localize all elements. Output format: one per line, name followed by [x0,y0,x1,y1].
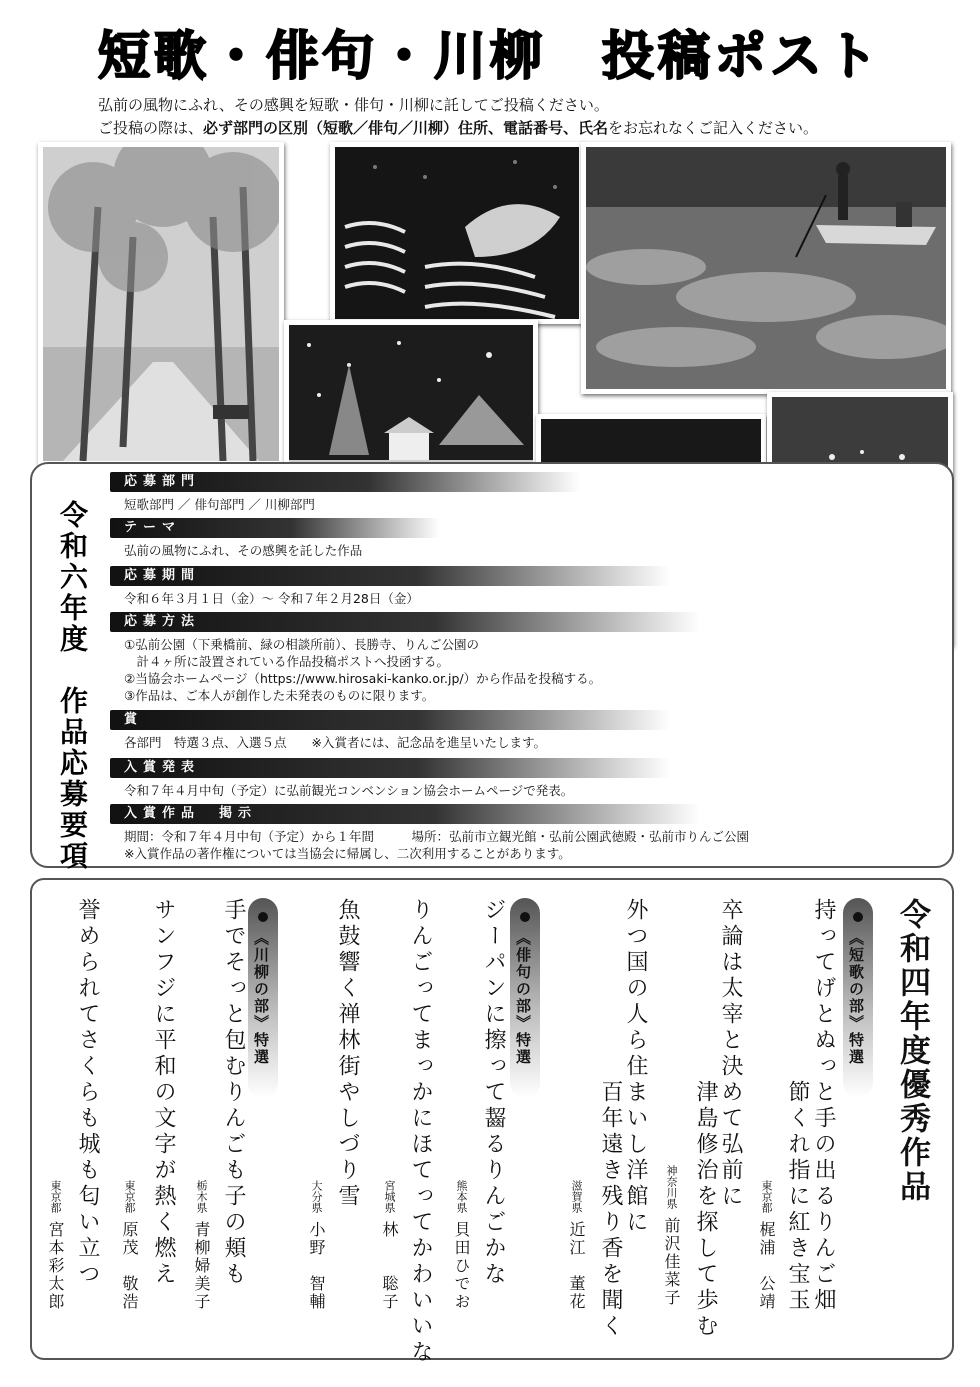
poem-author [378,1180,401,1311]
poem-line: りんごってまっかにほてってかわいいな [408,898,433,1366]
guidelines-title: 令和六年度 作品応募要項 [56,500,89,872]
section-heading: 応募部門 [110,472,580,492]
haiku-section-label: 《俳句の部》特選 [514,930,532,1066]
section-text: 計４ヶ所に設置されている作品投稿ポストへ投函する。 [124,654,450,669]
author-prefecture: 東京都 [123,1180,136,1213]
bullet-icon [258,912,268,922]
author-name: 小野 智輔 [307,1221,326,1311]
photo-boat-petals [581,142,951,394]
poem-author [118,1180,141,1311]
poem-line: 誉められてさくらも城も匂い立つ [75,898,100,1288]
photo-tree-avenue [38,142,284,466]
page-title: 短歌・俳句・川柳 投稿ポスト [97,26,882,87]
author-prefecture: 神奈川県 [665,1165,678,1209]
poem-author [660,1165,683,1307]
author-prefecture: 栃木県 [195,1180,208,1213]
section-heading: 賞 [110,710,670,730]
section-text: 弘前の風物にふれ、その感興を託した作品 [124,543,363,558]
tree-avenue-icon [43,147,279,461]
poem-line: 魚鼓響く禅林街やしづり雪 [335,898,360,1210]
intro-line-2: ご投稿の際は、必ず部門の区別（短歌／俳句／川柳）住所、電話番号、氏名をお忘れなくご記入ください。 [98,119,819,137]
boat-icon [586,147,946,389]
poem-author [190,1180,213,1311]
author-prefecture: 宮城県 [383,1180,396,1213]
winners-title: 令和四年度優秀作品 [894,898,930,1204]
poem-line: 手でそっと包むりんごも子の頬も [221,898,246,1288]
section-text: 期間：令和７年４月中旬（予定）から１年間 場所：弘前市立観光館・弘前公園武徳殿・弘前市りんご公園 [124,829,750,844]
intro-line-1: 弘前の風物にふれ、その感興を短歌・俳句・川柳に託してご投稿ください。 [98,96,609,114]
section-heading: 応募方法 [110,612,700,632]
author-name: 前沢佳菜子 [662,1217,681,1307]
section-heading: テーマ [110,518,440,538]
author-name: 貝田ひでお [452,1221,471,1311]
section-text: ①弘前公園（下乗橋前、緑の相談所前）、長勝寺、りんご公園の [124,637,479,652]
poem-author [755,1180,778,1311]
author-prefecture: 東京都 [760,1180,773,1213]
bullet-icon [853,912,863,922]
section-heading: 応募期間 [110,566,670,586]
photo-light-projection [330,142,584,324]
poem-author [565,1180,588,1311]
poem-line: 持ってげとぬっと手の出るりんご畑 [811,898,836,1314]
author-name: 近江 董花 [567,1221,586,1311]
poem-line: 百年遠き残り香を聞く [598,1080,623,1340]
poem-line: 節くれ指に紅き宝玉 [785,1080,810,1314]
author-prefecture: 大分県 [310,1180,323,1213]
section-text: 令和７年４月中旬（予定）に弘前観光コンベンション協会ホームページで発表。 [124,783,574,798]
author-name: 林 聡子 [380,1221,399,1311]
author-name: 原茂 敬浩 [120,1221,139,1311]
section-text: 短歌部門 ／ 俳句部門 ／ 川柳部門 [124,497,315,512]
poem-author [44,1180,67,1311]
projection-icon [335,147,579,319]
senryu-section-label: 《川柳の部》特選 [252,930,270,1066]
tanka-section-label: 《短歌の部》特選 [847,930,865,1066]
author-name: 青柳婦美子 [192,1221,211,1311]
section-text: 令和６年３月１日（金）～ 令和７年２月28日（金） [124,591,419,606]
poem-line: 卒論は太宰と決めて弘前に [718,898,743,1210]
section-text: ②当協会ホームページ（https://www.hirosaki-kanko.or.jp/）から作品を投稿する。 [124,671,602,686]
section-heading: 入賞発表 [110,758,670,778]
bullet-icon [520,912,530,922]
author-prefecture: 滋賀県 [570,1180,583,1213]
poem-line: 外つ国の人ら住まいし洋館に [623,898,648,1236]
author-name: 梶浦 公靖 [757,1221,776,1311]
poem-line: サンフジに平和の文字が熱く燃え [151,898,176,1288]
author-name: 宮本彩太郎 [46,1221,65,1311]
poem-line: 津島修治を探して歩む [693,1080,718,1340]
poem-author [305,1180,328,1311]
author-prefecture: 熊本県 [455,1180,468,1213]
section-text: ③作品は、ご本人が創作した未発表のものに限ります。 [124,688,435,703]
poem-author [450,1180,473,1311]
section-text: 各部門 特選３点、入選５点 ※入賞者には、記念品を進呈いたします。 [124,735,546,750]
section-text: ※入賞作品の著作権については当協会に帰属し、二次利用することがあります。 [124,846,571,861]
author-prefecture: 東京都 [49,1180,62,1213]
poem-line: ジーパンに擦って齧るりんごかな [481,898,506,1288]
section-heading: 入賞作品 掲示 [110,804,700,824]
